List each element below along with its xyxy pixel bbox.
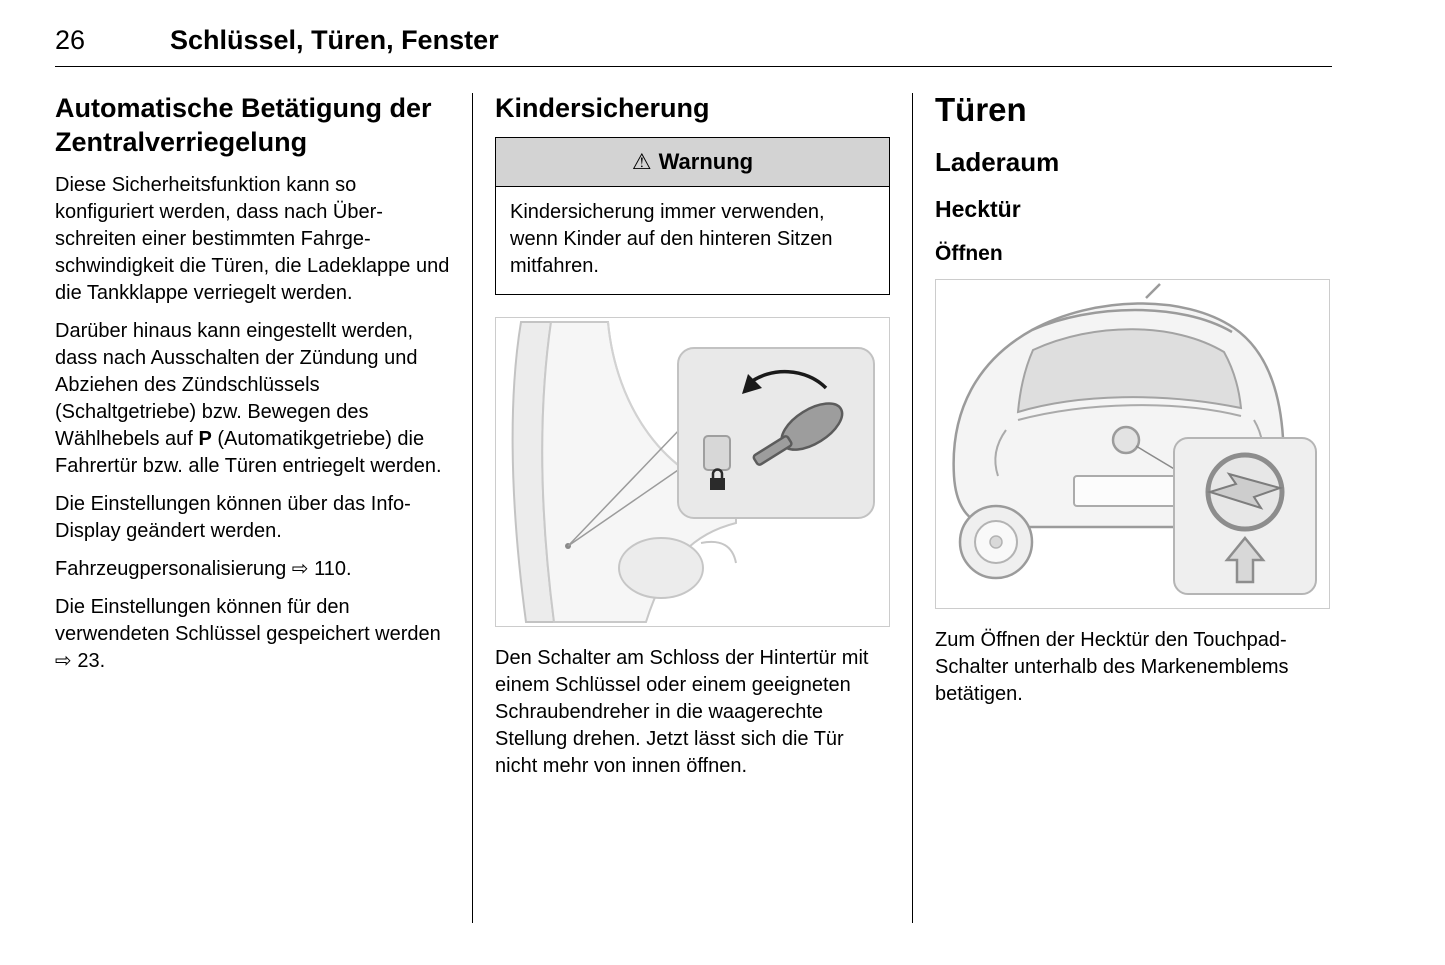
gear-position-p: P	[198, 427, 212, 450]
paragraph-personalization-ref: Fahrzeugpersonalisierung ⇨ 110.	[55, 557, 352, 580]
page-header	[55, 26, 1332, 67]
paragraph-info-display: Die Einstellungen können über das Info-Display geändert werden.	[55, 492, 411, 542]
warning-title: Warnung	[658, 149, 754, 175]
warning-box	[495, 137, 890, 295]
lock-slot	[704, 436, 730, 470]
child-lock-instructions	[495, 645, 890, 780]
column-divider	[912, 93, 913, 923]
section-heading-child-lock: Kindersicherung	[495, 92, 710, 123]
tailgate-illustration	[935, 279, 1330, 609]
paragraph-child-lock-howto: Den Schalter am Schloss der Hintertür mit einem Schlüssel oder einem geeigneten Schraubendreher in die waagerechte Stellung drehen. Jetzt lässt sich die Tür nicht mehr von innen öffnen.	[495, 646, 869, 777]
page-reference-icon: ⇨	[55, 649, 72, 672]
page-reference-icon: ⇨	[291, 557, 309, 580]
warning-text: Kindersicherung immer verwenden, wenn Kinder auf den hinteren Sitzen mitfahren.	[510, 200, 833, 277]
column-auto-locking	[55, 91, 450, 923]
subsection-heading-tailgate: Hecktür	[935, 195, 1021, 222]
section-heading-load-compartment: Laderaum	[935, 146, 1060, 177]
paragraph-speed-locking: Diese Sicherheitsfunktion kann so konfiguriert werden, dass nach Überschreiten einer bestimmten Fahrgeschwindigkeit die Türen, die Ladeklappe und die Tankklappe verriegelt werden.	[55, 173, 450, 304]
warning-body	[496, 187, 889, 294]
warning-header	[496, 138, 889, 187]
hatch-emblem	[1113, 427, 1139, 453]
child-lock-illustration	[495, 317, 890, 627]
page-content	[55, 91, 1332, 923]
column-doors	[935, 91, 1330, 923]
paragraph-tailgate-open: Zum Öffnen der Hecktür den Touchpad-Schalter unterhalb des Markenemblems betätigen.	[935, 628, 1289, 705]
subsection-heading-open: Öffnen	[935, 242, 1003, 266]
column-child-lock	[495, 91, 890, 923]
warning-icon: ⚠	[631, 149, 652, 175]
tailgate-instructions	[935, 627, 1330, 708]
paragraph-key-memory-ref: Die Einstellungen können für den verwendeten Schlüssel gespeichert werden ⇨ 23.	[55, 595, 441, 672]
page-reference-number: 110.	[314, 557, 352, 580]
page-reference-number: 23.	[77, 649, 106, 672]
chapter-title: Schlüssel, Türen, Fenster	[170, 25, 499, 55]
column-divider	[472, 93, 473, 923]
paragraph-unlock-on-ignition-off: Darüber hinaus kann eingestellt werden, dass nach Ausschalten der Zündung und Abziehen des Zündschlüssels (Schaltgetriebe) bzw. Bewegen des Wählhebels auf P (Automatikgetriebe) die Fahrertür bzw. alle Türen entriegelt werden.	[55, 319, 442, 477]
section-heading-auto-locking: Automatische Betätigung der Zentralverriegelung	[55, 92, 432, 158]
chapter-heading-doors: Türen	[935, 90, 1027, 128]
page-number: 26	[55, 25, 86, 55]
opel-emblem	[1208, 455, 1282, 529]
